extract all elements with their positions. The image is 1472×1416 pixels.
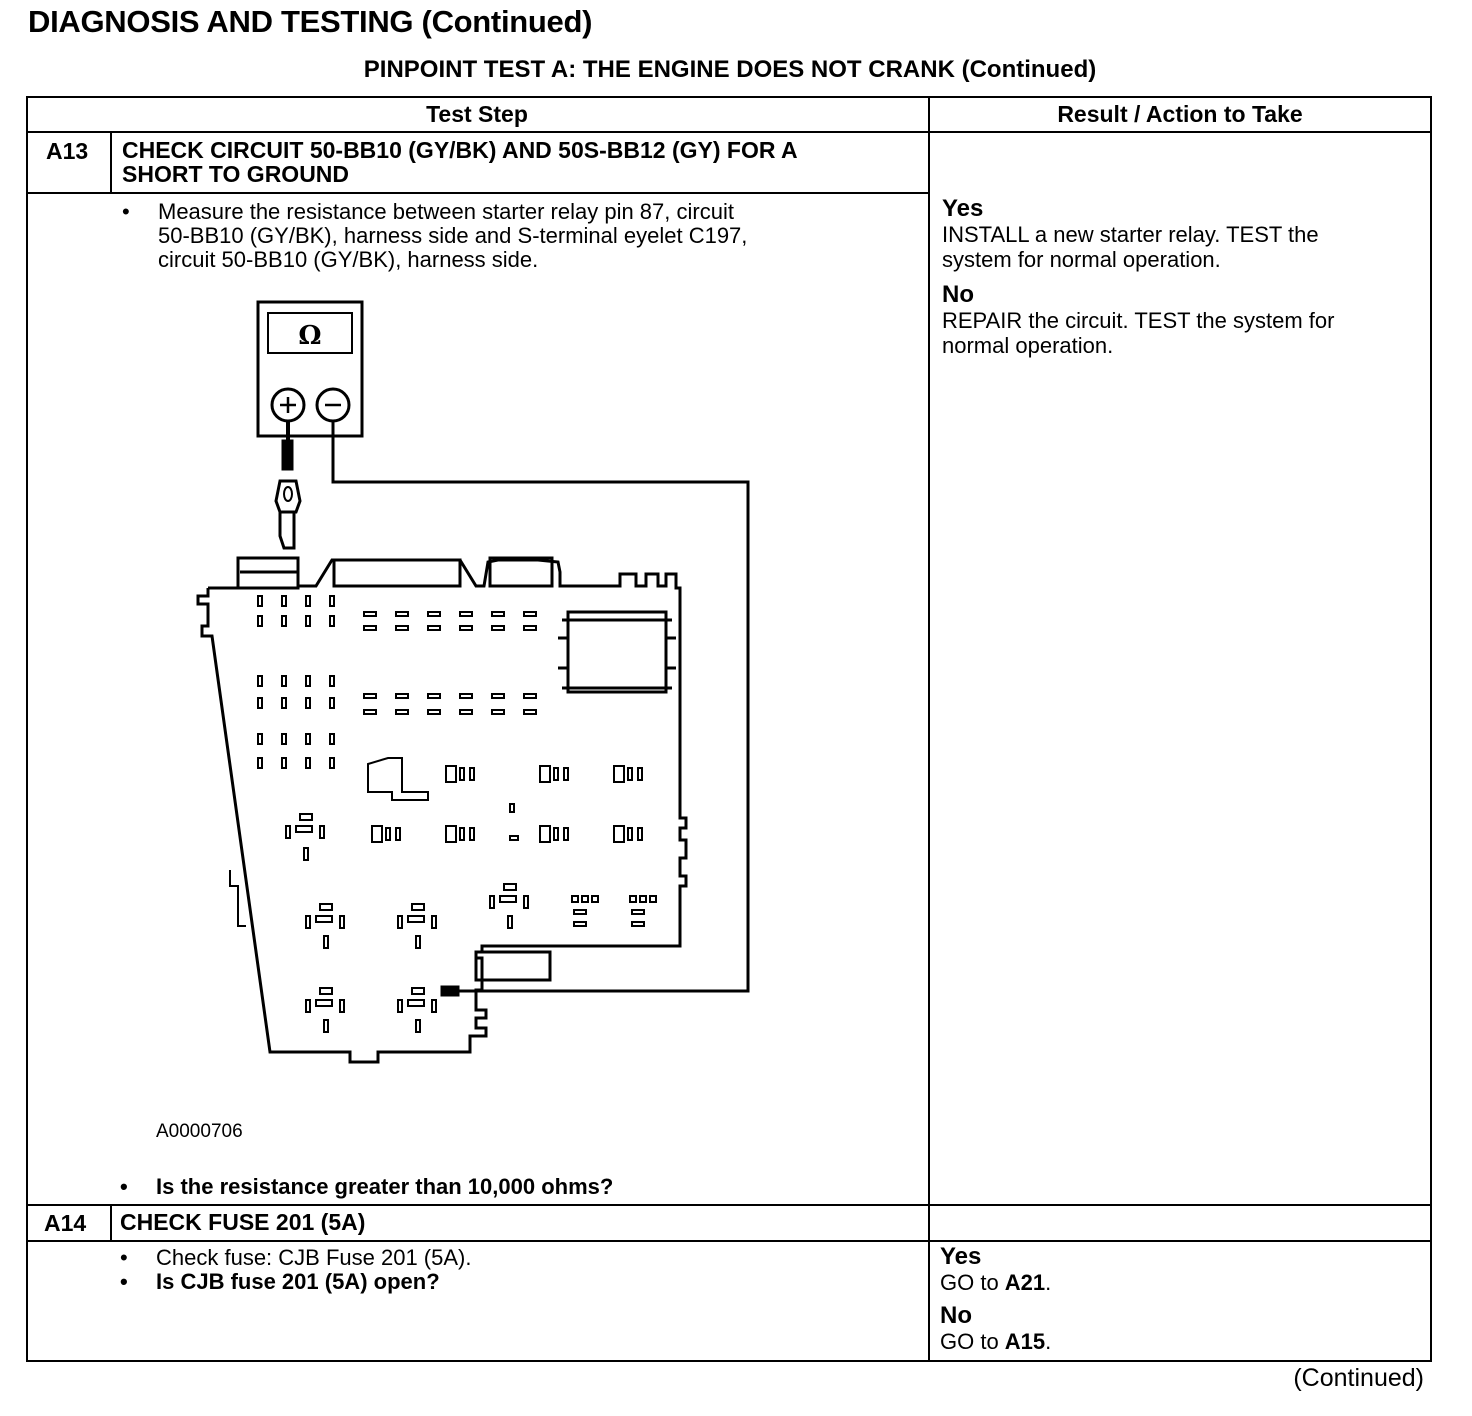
continued-footer: (Continued)	[1293, 1364, 1424, 1392]
a14-yes-action	[940, 1270, 1420, 1295]
bullet-icon: •	[120, 1245, 128, 1270]
a13-yes-line2: system for normal operation.	[942, 247, 1221, 272]
a14-top-rule	[26, 1204, 1432, 1206]
cross-pads	[286, 814, 656, 1032]
a14-question-text: Is CJB fuse 201 (5A) open?	[156, 1269, 440, 1294]
a14-yes-prefix: GO to	[940, 1270, 1005, 1295]
a14-no-target-link[interactable]: A15	[1004, 1329, 1046, 1354]
a13-question-text: Is the resistance greater than 10,000 ohms?	[156, 1174, 614, 1199]
bullet-icon: •	[120, 1174, 128, 1199]
a13-instruction-text	[158, 200, 747, 272]
cjb-ohmmeter-diagram	[180, 296, 770, 1086]
step-title-a13-line1: CHECK CIRCUIT 50-BB10 (GY/BK) AND 50S-BB12 (GY) FOR A	[122, 137, 798, 163]
a13-yes-line1: INSTALL a new starter relay. TEST the	[942, 222, 1319, 247]
a13-instruction	[122, 200, 912, 276]
bullet-icon: •	[120, 1269, 128, 1294]
a13-results	[942, 196, 1422, 358]
a14-no-prefix: GO to	[940, 1329, 1005, 1354]
a14-title-rule	[26, 1240, 1432, 1242]
a14-no-action	[940, 1329, 1420, 1354]
header-result-action: Result / Action to Take	[1057, 101, 1303, 127]
a14-question	[120, 1270, 910, 1296]
pinpoint-test-title: PINPOINT TEST A: THE ENGINE DOES NOT CRANK (Continued)	[363, 56, 1097, 83]
header-rule	[26, 131, 1432, 133]
step-id-a14: A14	[44, 1210, 87, 1236]
a13-no-line2: normal operation.	[942, 333, 1114, 358]
a13-yes-label: Yes	[942, 195, 984, 222]
a13-no-line1: REPAIR the circuit. TEST the system for	[942, 308, 1335, 333]
a14-id-divider	[110, 1204, 112, 1241]
header-test-step: Test Step	[426, 101, 528, 127]
figure-id-a13: A0000706	[156, 1121, 243, 1142]
a14-yes-suffix: .	[1045, 1270, 1052, 1295]
a13-title-rule	[26, 192, 930, 194]
a14-yes-label: Yes	[940, 1243, 982, 1270]
step-title-a14: CHECK FUSE 201 (5A)	[120, 1209, 366, 1235]
column-divider	[928, 96, 930, 1362]
step-title-a13	[122, 138, 922, 186]
step-title-a13-line2: SHORT TO GROUND	[122, 161, 350, 187]
a13-id-divider	[110, 131, 112, 193]
step-id-a13: A13	[46, 138, 89, 164]
page-heading: DIAGNOSIS AND TESTING (Continued)	[28, 4, 593, 39]
a14-no-suffix: .	[1045, 1329, 1052, 1354]
a14-results	[940, 1244, 1420, 1354]
a14-instruction-text: Check fuse: CJB Fuse 201 (5A).	[156, 1245, 472, 1270]
a13-instruction-line1: Measure the resistance between starter relay pin 87, circuit	[158, 199, 734, 224]
a13-instruction-line3: circuit 50-BB10 (GY/BK), harness side.	[158, 247, 539, 272]
relay-sockets	[372, 766, 642, 842]
fuse-column-left	[258, 596, 334, 768]
a13-question	[120, 1175, 910, 1201]
ohm-symbol: Ω	[298, 321, 322, 351]
a14-yes-target-link[interactable]: A21	[1004, 1270, 1046, 1295]
a13-no-label: No	[942, 281, 974, 308]
fuse-rows-top	[364, 612, 536, 714]
a14-no-label: No	[940, 1302, 972, 1329]
a13-instruction-line2: 50-BB10 (GY/BK), harness side and S-terminal eyelet C197,	[158, 223, 748, 248]
bullet-icon: •	[122, 199, 130, 224]
